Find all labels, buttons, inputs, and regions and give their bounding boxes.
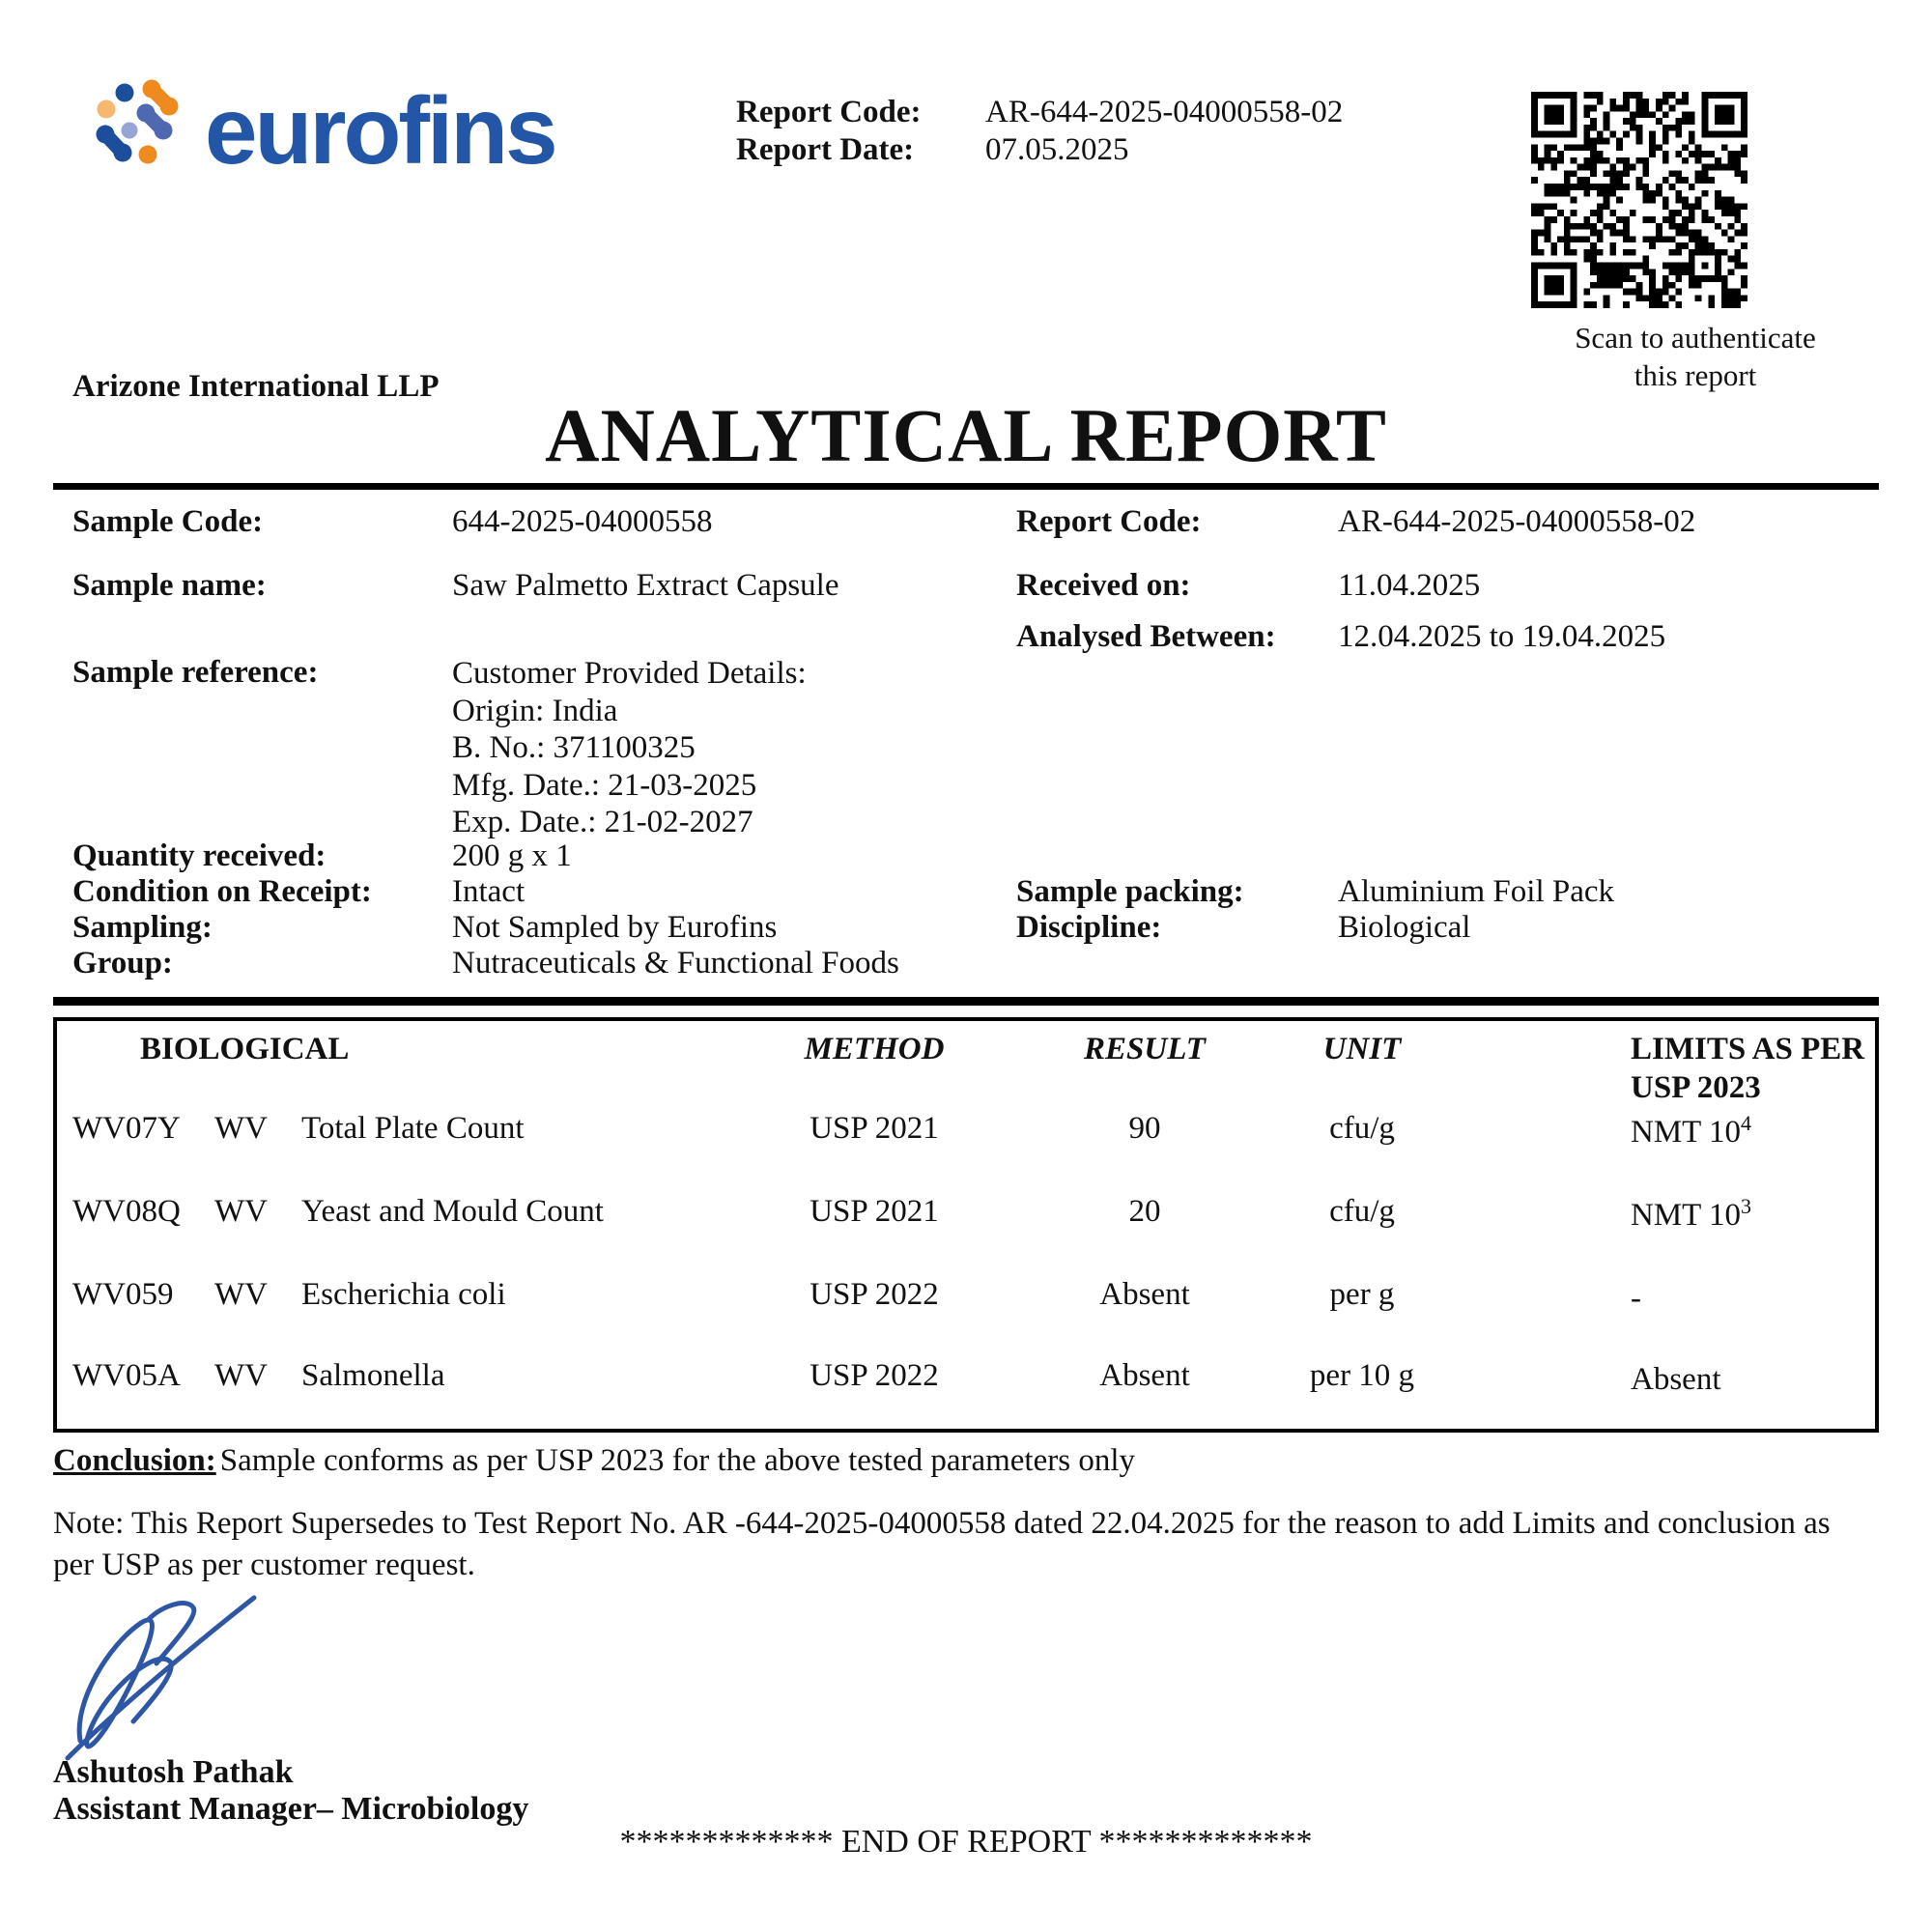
- report-code-field-value: AR-644-2025-04000558-02: [1338, 504, 1696, 539]
- conclusion-label: Conclusion:: [53, 1443, 216, 1478]
- discipline-label: Discipline:: [1016, 910, 1162, 945]
- col-header-limits-line2: USP 2023: [1631, 1070, 1761, 1105]
- end-of-report: ************* END OF REPORT *************: [619, 1824, 1313, 1860]
- row-parameter: Yeast and Mould Count: [301, 1194, 604, 1229]
- quantity-received-label: Quantity received:: [72, 838, 327, 873]
- condition-on-receipt-value: Intact: [452, 874, 526, 909]
- signature: [56, 1586, 278, 1765]
- row-unit: per 10 g: [1309, 1358, 1415, 1393]
- sample-name-value: Saw Palmetto Extract Capsule: [452, 568, 839, 603]
- conclusion: [53, 1443, 1135, 1479]
- row-method: USP 2021: [810, 1111, 939, 1146]
- row-lab: WV: [214, 1277, 268, 1312]
- row-unit: cfu/g: [1329, 1194, 1395, 1229]
- row-limit: Absent: [1631, 1362, 1721, 1397]
- divider-top: [53, 483, 1879, 490]
- sample-reference-line: Mfg. Date.: 21-03-2025: [452, 767, 757, 803]
- sample-reference-line: Customer Provided Details:: [452, 656, 807, 691]
- supersede-note: Note: This Report Supersedes to Test Report No. AR -644-2025-04000558 dated 22.04.2025 for the reason to add Limits and conclusion as per USP as per customer request.: [53, 1506, 1831, 1582]
- sample-reference-line: Exp. Date.: 21-02-2027: [452, 805, 753, 839]
- row-code: WV059: [72, 1277, 174, 1312]
- analysed-between-value: 12.04.2025 to 19.04.2025: [1338, 619, 1666, 654]
- sample-reference-value: [452, 655, 807, 841]
- discipline-value: Biological: [1338, 910, 1471, 945]
- row-code: WV07Y: [72, 1111, 181, 1146]
- report-date-label: Report Date:: [736, 132, 915, 167]
- row-parameter: Total Plate Count: [301, 1111, 525, 1146]
- sample-packing-label: Sample packing:: [1016, 874, 1244, 909]
- qr-caption: [1536, 319, 1855, 394]
- sample-reference-line: Origin: India: [452, 693, 618, 728]
- col-header-unit: UNIT: [1322, 1032, 1402, 1066]
- col-header-limits-line1: LIMITS AS PER: [1631, 1032, 1865, 1066]
- sample-code-label: Sample Code:: [72, 504, 264, 539]
- sampling-label: Sampling:: [72, 910, 213, 945]
- row-lab: WV: [214, 1194, 268, 1229]
- row-parameter: Escherichia coli: [301, 1277, 506, 1312]
- col-header-method: METHOD: [804, 1032, 945, 1066]
- qr-code: [1531, 92, 1747, 308]
- row-result: 20: [1128, 1194, 1161, 1229]
- row-limit: -: [1631, 1281, 1641, 1316]
- row-unit: cfu/g: [1329, 1111, 1395, 1146]
- sampling-value: Not Sampled by Eurofins: [452, 910, 778, 945]
- report-date-value: 07.05.2025: [985, 132, 1129, 167]
- col-header-biological: BIOLOGICAL: [140, 1032, 350, 1066]
- sample-packing-value: Aluminium Foil Pack: [1338, 874, 1615, 909]
- eurofins-logo-icon: [85, 70, 203, 184]
- row-code: WV08Q: [72, 1194, 181, 1229]
- report-code-value: AR-644-2025-04000558-02: [985, 95, 1344, 129]
- row-result: Absent: [1099, 1277, 1190, 1312]
- condition-on-receipt-label: Condition on Receipt:: [72, 874, 372, 909]
- row-limit: NMT $10^4$: [1631, 1111, 1751, 1150]
- row-lab: WV: [214, 1111, 268, 1146]
- row-method: USP 2021: [810, 1194, 939, 1229]
- company-name: Arizone International LLP: [72, 369, 440, 404]
- row-result: 90: [1128, 1111, 1161, 1146]
- report-code-field-label: Report Code:: [1016, 504, 1202, 539]
- sample-reference-label: Sample reference:: [72, 655, 319, 690]
- qr-caption-line1: Scan to authenticate: [1575, 321, 1816, 355]
- report-code-label: Report Code:: [736, 95, 922, 129]
- conclusion-text: Sample conforms as per USP 2023 for the above tested parameters only: [219, 1443, 1136, 1478]
- sample-name-label: Sample name:: [72, 568, 267, 603]
- divider-table: [53, 997, 1879, 1006]
- row-parameter: Salmonella: [301, 1358, 445, 1393]
- received-on-label: Received on:: [1016, 568, 1191, 603]
- signatory-name: Ashutosh Pathak: [53, 1754, 294, 1790]
- group-value: Nutraceuticals & Functional Foods: [452, 946, 899, 980]
- row-method: USP 2022: [810, 1277, 939, 1312]
- row-result: Absent: [1099, 1358, 1190, 1393]
- quantity-received-value: 200 g x 1: [452, 838, 572, 873]
- row-lab: WV: [214, 1358, 268, 1393]
- row-code: WV05A: [72, 1358, 181, 1393]
- brand-wordmark: eurofins: [205, 77, 555, 184]
- qr-caption-line2: this report: [1634, 358, 1757, 392]
- page-title: ANALYTICAL REPORT: [545, 393, 1387, 477]
- signatory-title: Assistant Manager– Microbiology: [53, 1791, 529, 1827]
- col-header-result: RESULT: [1084, 1032, 1206, 1066]
- row-method: USP 2022: [810, 1358, 939, 1393]
- analysed-between-label: Analysed Between:: [1016, 619, 1276, 654]
- row-limit: NMT $10^3$: [1631, 1194, 1751, 1233]
- group-label: Group:: [72, 946, 173, 980]
- sample-reference-line: B. No.: 371100325: [452, 730, 696, 765]
- sample-code-value: 644-2025-04000558: [452, 504, 713, 539]
- row-unit: per g: [1329, 1277, 1395, 1312]
- received-on-value: 11.04.2025: [1338, 568, 1481, 603]
